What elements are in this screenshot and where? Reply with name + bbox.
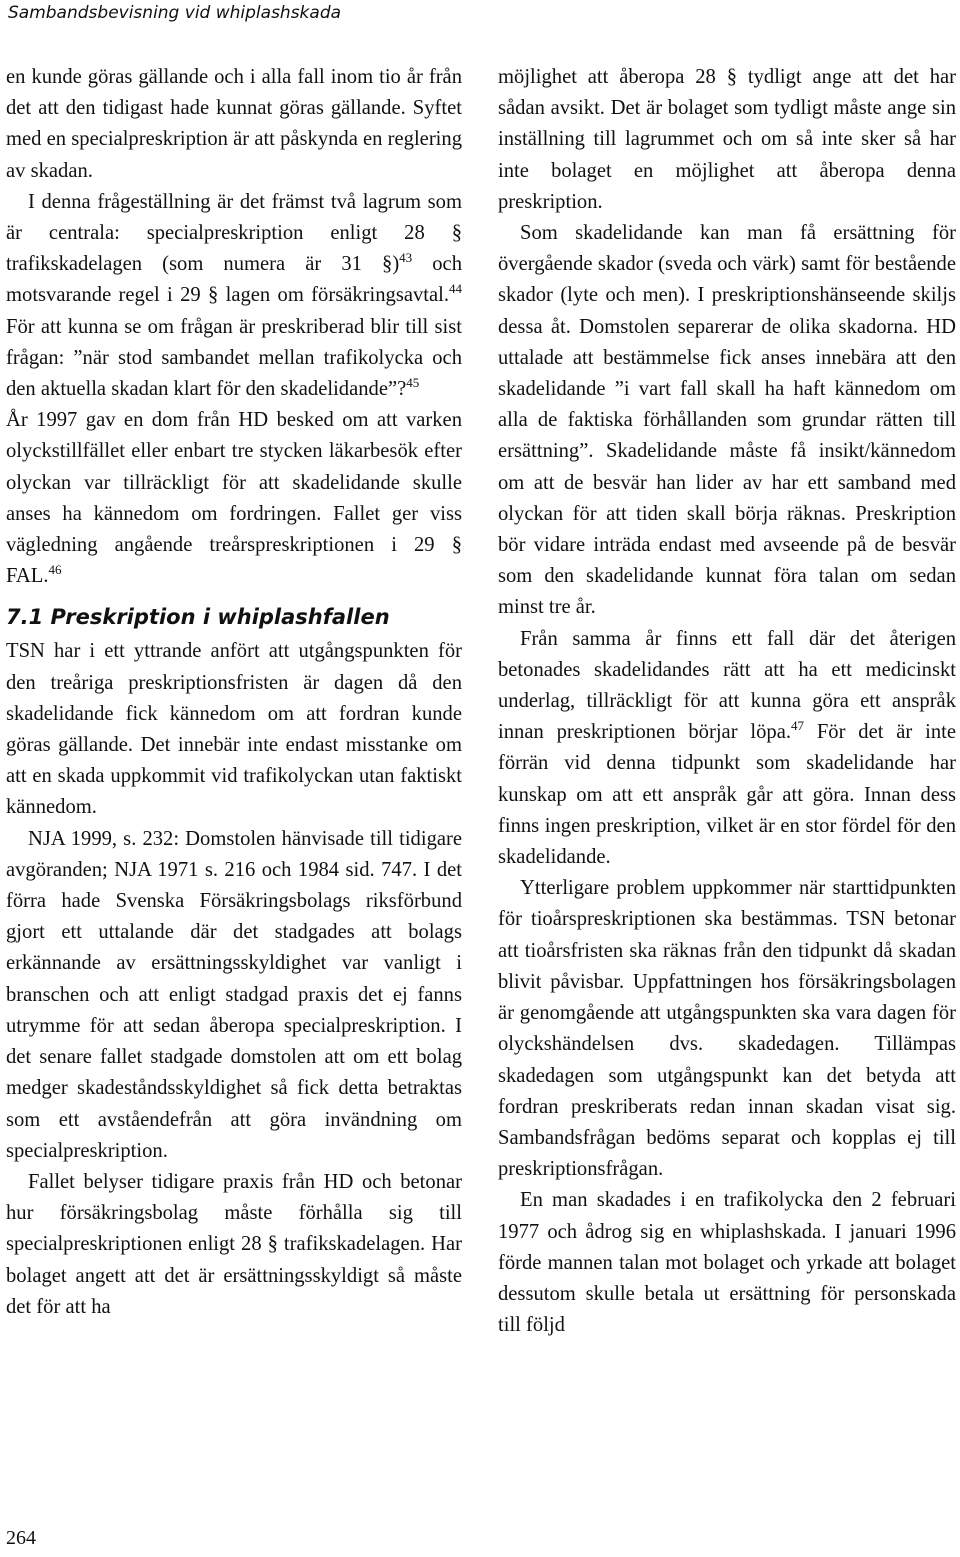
paragraph: TSN har i ett yttrande anfört att utgångspunkten för den treåriga preskriptionsfristen är dagen då den skadelidande fick kännedom om att fordran kunde göras gällande. Det innebär inte endast misstanke om att en skada uppkommit vid trafikolyckan utan faktiskt kännedom. [6,640,462,819]
paragraph: NJA 1999, s. 232: Domstolen hänvisade till tidigare avgöranden; NJA 1971 s. 216 och 1984 sid. 747. I det förra hade Svenska Försäkringsbolags riksförbund gjort ett uttalande där det stadgades att bolags erkännande av ersättningsskyldighet var vanligt i branschen och att enligt stadgad praxis det ej fanns utrymme för att sedan åberopa specialpreskription. I det senare fallet stadgade domstolen att om ett bolag medger skadeståndsskyldighet så fick detta betraktas som ett avståendefrån att göra invändning om specialpreskription. [6,827,462,1162]
paragraph [498,624,956,874]
section-heading: 7.1 Preskription i whiplashfallen [6,605,390,630]
paragraph-text: Från samma år finns ett fall där det återigen betonades skadelidandes rätt att ha ett medicinskt underlag, tillräckligt för att kunna göra ett anspråk innan preskriptionen börjar löpa. [498,627,956,744]
paragraph [6,187,462,405]
paragraph: En man skadades i en trafikolycka den 2 februari 1977 och ådrog sig en whiplashskada. I januari 1996 förde mannen talan mot bolaget och yrkade att bolaget dessutom skulle betala ut ersättning för personskada till följd [498,1189,956,1337]
page-number: 264 [6,1527,36,1549]
paragraph: Fallet belyser tidigare praxis från HD och betonar hur försäkringsbolag måste förhålla sig till specialpreskriptionen enligt 28 § trafikskadelagen. Har bolaget angett att det är ersättningsskyldigt så måste det för att ha [6,1170,462,1318]
paragraph [6,405,462,592]
right-column [498,62,956,1341]
paragraph-text: och motsvarande regel i 29 § lagen om försäkringsavtal. [6,253,462,307]
paragraph: Som skadelidande kan man få ersättning för övergående skador (sveda och värk) samt för bestående skador (lyte och men). I preskriptionshänseende skiljs dessa åt. Domstolen separerar de olika skadorna. HD uttalade att bestämmelse fick anses innebära att den skadelidande ”i vart fall skall ha haft kännedom om alla de faktiska förhållanden som grundar rätten till ersättning”. Skadelidande måste få insikt/kännedom om att de besvär han lider av har ett samband med olyckan för att tiden skall börja räknas. Preskription bör vidare inträda endast med avseende på de besvär som den skadelidande kunnat föra talan om sedan minst tre år. [498,222,956,619]
left-column [6,62,462,1323]
paragraph-text: För att kunna se om frågan är preskriberad blir till sist frågan: ”när stod sambandet mellan trafikolycka och den aktuella skadan klart för den skadelidande”? [6,315,462,401]
paragraph: möjlighet att åberopa 28 § tydligt ange att det har sådan avsikt. Det är bolaget som tydligt måste ange sin inställning till lagrummet och om så inte sker så har inte bolaget en möjlighet att åberopa denna preskription. [498,66,956,213]
footnote-ref-43: 43 [399,250,413,266]
paragraph-text: År 1997 gav en dom från HD besked om att varken olyckstillfället eller enbart tre stycken läkarbesök efter olyckan var tillräckligt för att skadelidande skulle anses ha kännedom om fordringen. Fallet ger viss vägledning angående treårspreskriptionen i 29 § FAL. [6,409,462,588]
footnote-ref-47: 47 [791,718,804,734]
footnote-ref-44: 44 [449,281,462,297]
paragraph-text: För det är inte förrän vid denna tidpunkt som skadelidande har kunskap om att ett anspråk går att göra. Innan dess finns ingen preskription, vilket är en stor fördel för den skadelidande. [498,721,956,869]
paragraph-text: I denna frågeställning är det främst två lagrum som är centrala: specialpreskription enligt 28 § trafikskadelagen (som numera är 31 §) [6,190,462,276]
footnote-ref-45: 45 [406,375,420,391]
footnote-ref-46: 46 [48,562,62,578]
paragraph: Ytterligare problem uppkommer när starttidpunkten för tioårspreskriptionen ska bestämmas. TSN betonar att tioårsfristen ska räknas från den tidpunkt då skadan blivit påvisbar. Uppfattningen hos försäkringsbolagen är genomgående att utgångspunkten ska vara dagen för olyckshändelsen dvs. skadedagen. Tillämpas skadedagen som utgångspunkt kan det betyda att fordran preskriberats redan innan skadan visat sig. Sambandsfrågan bedöms separat och kopplas ej till preskriptionsfrågan. [498,877,956,1181]
running-head: Sambandsbevisning vid whiplashskada [8,3,342,23]
paragraph: en kunde göras gällande och i alla fall inom tio år från det att den tidigast hade kunnat göras gällande. Syftet med en specialpreskription är att påskynda en reglering av skadan. [6,66,462,182]
